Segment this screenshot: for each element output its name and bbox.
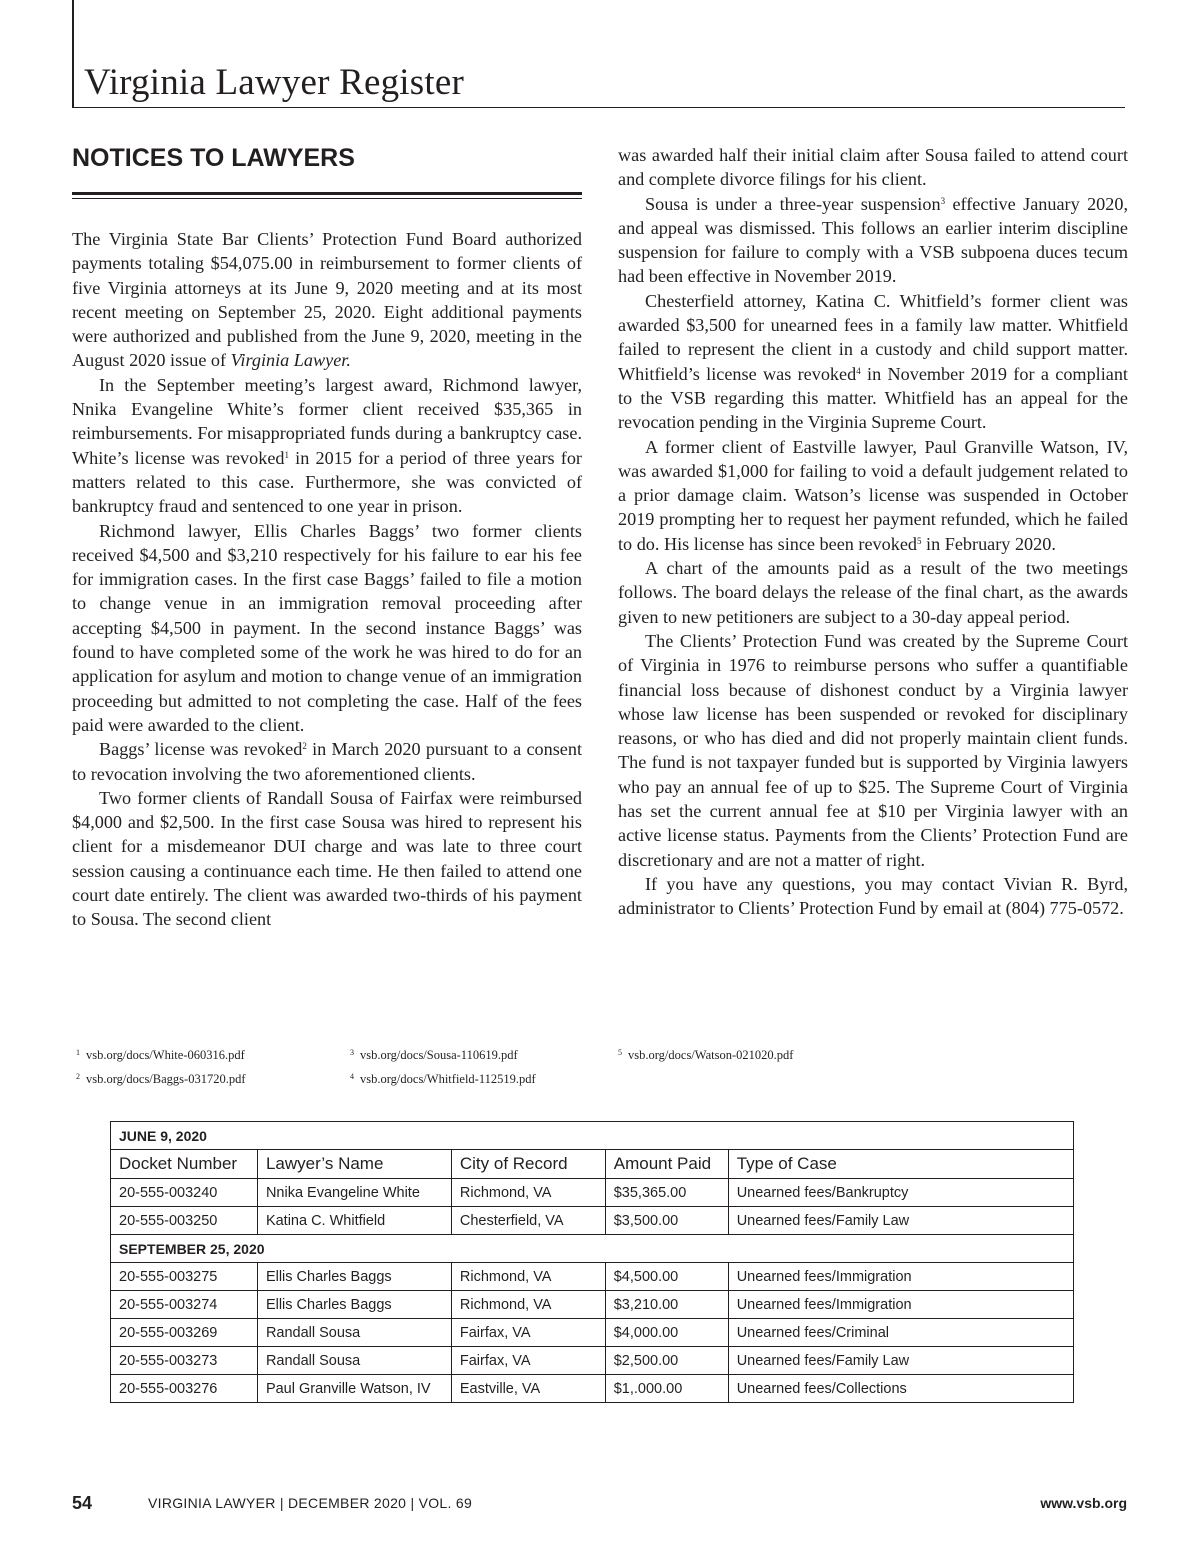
table-cell: Unearned fees/Family Law xyxy=(728,1347,1073,1375)
table-row xyxy=(111,1375,1074,1403)
paragraph: A former client of Eastville lawyer, Paul Granville Watson, IV, was awarded $1,000 for failing to void a default judgement related to a prior damage claim. Watson’s license was suspended in October 2019 prompting her to request her payment refunded, which he failed to do. His license has since been revoked$^5$ in February 2020. xyxy=(618,436,1128,554)
section-title: NOTICES TO LAWYERS xyxy=(72,144,355,172)
section-label-september: SEPTEMBER 25, 2020 xyxy=(111,1235,1074,1263)
table-row xyxy=(111,1263,1074,1291)
table-section-row xyxy=(111,1235,1074,1263)
table-cell: $4,500.00 xyxy=(605,1263,728,1291)
website-link[interactable]: www.vsb.org xyxy=(1040,1495,1127,1511)
table-cell: 20-555-003240 xyxy=(111,1179,258,1207)
table-cell: Unearned fees/Criminal xyxy=(728,1319,1073,1347)
footnote-5[interactable]: $^5$ vsb.org/docs/Watson-021020.pdf xyxy=(618,1048,794,1062)
table-cell: Eastville, VA xyxy=(451,1375,605,1403)
table-cell: 20-555-003274 xyxy=(111,1291,258,1319)
payments-table xyxy=(110,1121,1074,1403)
column-header: Docket Number xyxy=(111,1150,258,1179)
table-cell: Nnika Evangeline White xyxy=(257,1179,451,1207)
table-cell: Unearned fees/Immigration xyxy=(728,1291,1073,1319)
header-vertical-rule xyxy=(72,0,74,108)
table-cell: Unearned fees/Immigration xyxy=(728,1263,1073,1291)
column-header: Type of Case xyxy=(728,1150,1073,1179)
table-cell: Richmond, VA xyxy=(451,1179,605,1207)
table-cell: Chesterfield, VA xyxy=(451,1207,605,1235)
table-cell: 20-555-003276 xyxy=(111,1375,258,1403)
table-row xyxy=(111,1319,1074,1347)
table-row xyxy=(111,1179,1074,1207)
footnote-3[interactable]: $^3$ vsb.org/docs/Sousa-110619.pdf xyxy=(350,1048,518,1062)
paragraph: Sousa is under a three-year suspension$^3$ effective January 2020, and appeal was dismissed. This follows an earlier interim discipline suspension for failure to comply with a VSB subpoena duces tecum had been effective in November 2019. xyxy=(618,193,1128,287)
table-cell: Katina C. Whitfield xyxy=(257,1207,451,1235)
table-row xyxy=(111,1347,1074,1375)
table-cell: Unearned fees/Collections xyxy=(728,1375,1073,1403)
section-double-rule xyxy=(72,192,582,199)
paragraph: The Virginia State Bar Clients’ Protection Fund Board authorized payments totaling $54,075.00 in reimbursement to former clients of five Virginia attorneys at its June 9, 2020 meeting and at its most recent meeting on September 25, 2020. Eight additional payments were authorized and published from the June 9, 2020, meeting in the August 2020 issue of Virginia Lawyer. xyxy=(72,229,582,371)
table-cell: Paul Granville Watson, IV xyxy=(257,1375,451,1403)
footnote-ref: 4 xyxy=(856,365,861,376)
column-header: Lawyer’s Name xyxy=(257,1150,451,1179)
table-row xyxy=(111,1207,1074,1235)
register-title: Virginia Lawyer Register xyxy=(84,62,465,103)
footnote-ref: 2 xyxy=(302,741,307,752)
table-cell: Fairfax, VA xyxy=(451,1319,605,1347)
article-column-right xyxy=(618,143,1128,921)
table-row xyxy=(111,1291,1074,1319)
table-cell: Unearned fees/Family Law xyxy=(728,1207,1073,1235)
paragraph: If you have any questions, you may contact Vivian R. Byrd, administrator to Clients’ Protection Fund by email at (804) 775-0572. xyxy=(618,873,1128,919)
paragraph: A chart of the amounts paid as a result of the two meetings follows. The board delays the release of the final chart, as the awards given to new petitioners are subject to a 30-day appeal period. xyxy=(618,558,1128,627)
footnote-ref: 3 xyxy=(940,195,946,206)
footnote-4[interactable]: $^4$ vsb.org/docs/Whitfield-112519.pdf xyxy=(350,1072,536,1086)
paragraph: In the September meeting’s largest award, Richmond lawyer, Nnika Evangeline White’s former client received $35,365 in reimbursements. For misappropriated funds during a bankruptcy case. White’s license was revoked$^1$ in 2015 for a period of three years for matters related to this case. Furthermore, she was convicted of bankruptcy fraud and sentenced to one year in prison. xyxy=(72,374,582,517)
table-cell: Randall Sousa xyxy=(257,1319,451,1347)
publication-info: VIRGINIA LAWYER | DECEMBER 2020 | VOL. 69 xyxy=(148,1495,473,1511)
table-section-row xyxy=(111,1122,1074,1150)
table-cell: $4,000.00 xyxy=(605,1319,728,1347)
table-cell: 20-555-003275 xyxy=(111,1263,258,1291)
column-header: Amount Paid xyxy=(605,1150,728,1179)
table-cell: Unearned fees/Bankruptcy xyxy=(728,1179,1073,1207)
table-cell: 20-555-003273 xyxy=(111,1347,258,1375)
footnote-2[interactable]: $^2$ vsb.org/docs/Baggs-031720.pdf xyxy=(76,1072,246,1086)
paragraph: Chesterfield attorney, Katina C. Whitfield’s former client was awarded $3,500 for unearned fees in a family law matter. Whitfield failed to represent the client in a custody and child support matter. Whitfield’s license was revoked$^4$ in November 2019 for a compliant to the VSB regarding this matter. Whitfield has an appeal for the revocation pending in the Virginia Supreme Court. xyxy=(618,290,1128,433)
page-number: 54 xyxy=(72,1493,93,1513)
table-cell: Richmond, VA xyxy=(451,1263,605,1291)
paragraph: Richmond lawyer, Ellis Charles Baggs’ two former clients received $4,500 and $3,210 respectively for his failure to ear his fee for immigration cases. In the first case Baggs’ failed to file a motion to change venue in an immigration removal proceeding after accepting $4,500 in payment. In the second instance Baggs’ was found to have completed some of the work he was hired to do for an application for asylum and motion to change venue of an immigration proceeding but admitted to not completing the case. Half of the fees paid were awarded to the client. xyxy=(72,520,582,735)
paragraph: Two former clients of Randall Sousa of Fairfax were reimbursed $4,000 and $2,500. In the first case Sousa was hired to represent his client for a misdemeanor DUI charge and was late to three court session causing a continuance each time. He then failed to attend one court date entirely. The client was awarded two-thirds of his payment to Sousa. The second client xyxy=(72,787,582,930)
table-cell: $3,210.00 xyxy=(605,1291,728,1319)
article-column-left xyxy=(72,227,582,932)
table-cell: 20-555-003269 xyxy=(111,1319,258,1347)
table-cell: Fairfax, VA xyxy=(451,1347,605,1375)
table-cell: Randall Sousa xyxy=(257,1347,451,1375)
paragraph: The Clients’ Protection Fund was created by the Supreme Court of Virginia in 1976 to reimburse persons who suffer a quantifiable financial loss because of dishonest conduct by a Virginia lawyer whose law license has been suspended or revoked for disciplinary reasons, or who has died and did not properly maintain client funds. The fund is not taxpayer funded but is supported by Virginia lawyers who pay an annual fee of up to $25. The Supreme Court of Virginia has set the current annual fee at $10 per Virginia lawyer with an active license status. Payments from the Clients’ Protection Fund are discretionary and are not a matter of right. xyxy=(618,630,1128,870)
header-rule xyxy=(72,107,1125,108)
column-header: City of Record xyxy=(451,1150,605,1179)
table-cell: Ellis Charles Baggs xyxy=(257,1263,451,1291)
footnote-ref: 1 xyxy=(284,449,289,460)
table-cell: Ellis Charles Baggs xyxy=(257,1291,451,1319)
table-cell: $1,.000.00 xyxy=(605,1375,728,1403)
table-cell: $3,500.00 xyxy=(605,1207,728,1235)
paragraph: Baggs’ license was revoked$^2$ in March 2020 pursuant to a consent to revocation involving the two aforementioned clients. xyxy=(72,739,583,784)
publication-name: Virginia Lawyer. xyxy=(230,350,351,371)
section-label-june: JUNE 9, 2020 xyxy=(111,1122,1074,1150)
footnote-1[interactable]: $^1$ vsb.org/docs/White-060316.pdf xyxy=(76,1048,245,1062)
table-cell: $2,500.00 xyxy=(605,1347,728,1375)
paragraph: was awarded half their initial claim after Sousa failed to attend court and complete divorce filings for his client. xyxy=(618,145,1128,190)
table-header-row xyxy=(111,1150,1074,1179)
table-cell: 20-555-003250 xyxy=(111,1207,258,1235)
payments-table-wrapper xyxy=(110,1121,1074,1403)
table-cell: $35,365.00 xyxy=(605,1179,728,1207)
footnote-ref: 5 xyxy=(917,535,922,546)
table-cell: Richmond, VA xyxy=(451,1291,605,1319)
